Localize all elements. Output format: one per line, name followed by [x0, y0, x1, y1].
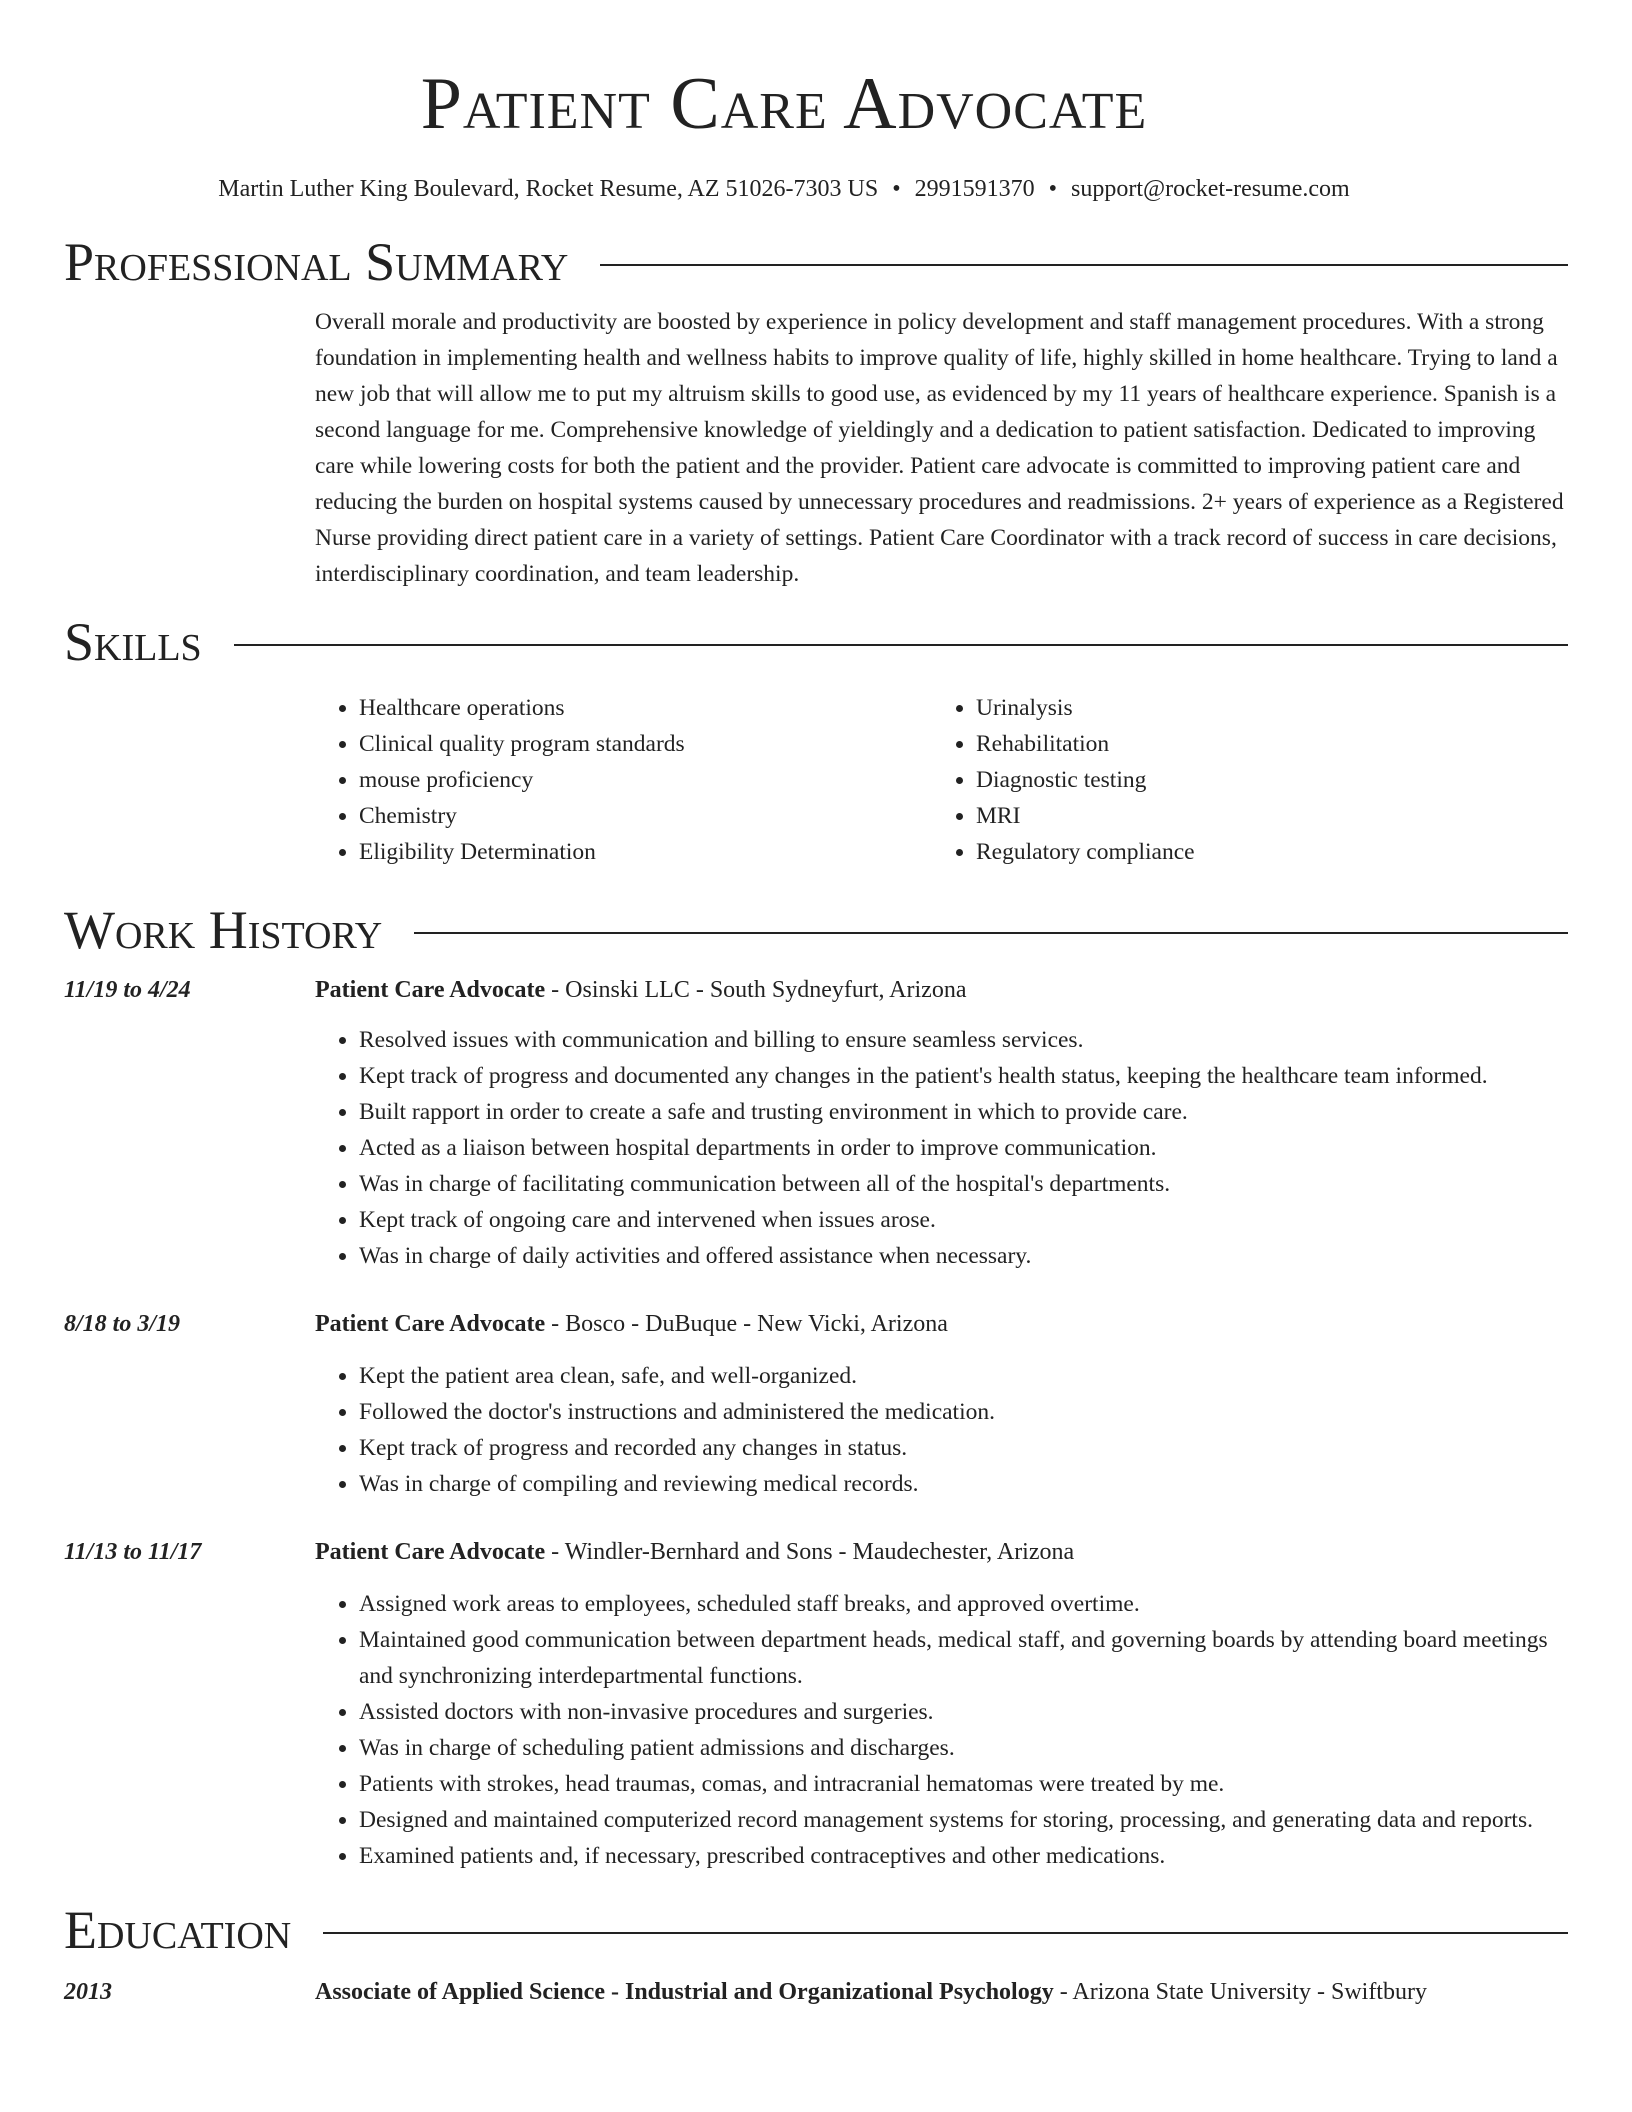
skill-item: • mouse proficiency [359, 762, 932, 798]
contact-line [0, 174, 1568, 204]
contact-separator: • [1048, 176, 1058, 202]
job-title-line [315, 1534, 1074, 1570]
section-title-summary: Professional Summary [64, 232, 569, 292]
job-bullet: • Kept the patient area clean, safe, and well-organized. [359, 1358, 1568, 1394]
job-bullet: • Patients with strokes, head traumas, comas, and intracranial hematomas were treated by me. [359, 1766, 1568, 1802]
summary-body [315, 304, 1568, 592]
skill-item: • Rehabilitation [976, 726, 1568, 762]
skill-item: • MRI [976, 798, 1568, 834]
job-bullet: • Was in charge of daily activities and offered assistance when necessary. [359, 1238, 1568, 1274]
education-degree: Associate of Applied Science - Industrial and Organizational Psychology [315, 1979, 1054, 2005]
job-bullet: • Resolved issues with communication and billing to ensure seamless services. [359, 1022, 1568, 1058]
section-divider [414, 932, 1568, 934]
section-title-skills: Skills [64, 612, 202, 672]
education-entry [64, 1974, 1568, 2010]
education-section [64, 1898, 1568, 2010]
contact-phone: 2991591370 [914, 176, 1035, 202]
job-bullet: • Was in charge of facilitating communication between all of the hospital's departments. [359, 1166, 1568, 1202]
job-bullet: • Kept track of progress and recorded any changes in status. [359, 1430, 1568, 1466]
skill-item: • Clinical quality program standards [359, 726, 932, 762]
summary-text: Overall morale and productivity are boosted by experience in policy development and staff management procedures. With a strong foundation in implementing health and wellness habits to improve quality of life, highly skilled in home healthcare. Trying to land a new job that will allow me to put my altruism skills to good use, as evidenced by my 11 years of healthcare experience. Spanish is a second language for me. Comprehensive knowledge of yieldingly and a dedication to patient satisfaction. Dedicated to improving care while lowering costs for both the patient and the provider. Patient care advocate is committed to improving patient care and reducing the burden on hospital systems caused by unnecessary procedures and readmissions. 2+ years of experience as a Registered Nurse providing direct patient care in a variety of settings. Patient Care Coordinator with a track record of success in care decisions, interdisciplinary coordination, and team leadership. [315, 309, 1564, 587]
job-bullet: • Maintained good communication between department heads, medical staff, and governing boards by attending board meetings and synchronizing interdepartmental functions. [359, 1622, 1568, 1694]
skills-list-right [932, 690, 1568, 870]
job-bullet: • Designed and maintained computerized record management systems for storing, processing, and generating data and reports. [359, 1802, 1568, 1838]
job-bullets [315, 1022, 1568, 1274]
job-details: - Windler-Bernhard and Sons - Maudechester, Arizona [545, 1539, 1075, 1565]
job-heading [64, 1534, 1568, 1570]
skill-item: • Regulatory compliance [976, 834, 1568, 870]
contact-address: Martin Luther King Boulevard, Rocket Resume, AZ 51026-7303 US [218, 176, 879, 202]
skill-item: • Chemistry [359, 798, 932, 834]
work-header [64, 898, 1568, 962]
job-dates: 8/18 to 3/19 [64, 1311, 181, 1337]
job-entry [64, 972, 1568, 1274]
job-bullet: • Kept track of ongoing care and intervened when issues arose. [359, 1202, 1568, 1238]
section-divider [323, 1932, 1568, 1934]
skills-section [64, 610, 1568, 870]
job-bullet: • Was in charge of scheduling patient admissions and discharges. [359, 1730, 1568, 1766]
job-heading [64, 1306, 1568, 1342]
education-details: - Arizona State University - Swiftbury [1053, 1979, 1427, 2005]
job-details: - Osinski LLC - South Sydneyfurt, Arizona [545, 977, 967, 1003]
skills-header [64, 610, 1568, 674]
job-title-line [315, 972, 966, 1008]
education-year: 2013 [64, 1979, 112, 2005]
job-bullet: • Kept track of progress and documented any changes in the patient's health status, keeping the healthcare team informed. [359, 1058, 1568, 1094]
job-bullet: • Acted as a liaison between hospital departments in order to improve communication. [359, 1130, 1568, 1166]
resume-page [64, 0, 1568, 2010]
job-details: - Bosco - DuBuque - New Vicki, Arizona [545, 1311, 948, 1337]
skill-item: • Healthcare operations [359, 690, 932, 726]
work-section [64, 898, 1568, 1874]
job-role: Patient Care Advocate [315, 1311, 546, 1337]
skill-item: • Urinalysis [976, 690, 1568, 726]
job-bullet: • Followed the doctor's instructions and administered the medication. [359, 1394, 1568, 1430]
job-bullet: • Examined patients and, if necessary, prescribed contraceptives and other medications. [359, 1838, 1568, 1874]
skill-item: • Diagnostic testing [976, 762, 1568, 798]
job-role: Patient Care Advocate [315, 977, 546, 1003]
skill-item: • Eligibility Determination [359, 834, 932, 870]
job-role: Patient Care Advocate [315, 1539, 546, 1565]
job-bullet: • Assigned work areas to employees, scheduled staff breaks, and approved overtime. [359, 1586, 1568, 1622]
job-title-line [315, 1306, 948, 1342]
candidate-name: Patient Care Advocate [420, 63, 1148, 145]
contact-separator: • [892, 176, 901, 202]
contact-email[interactable]: support@rocket-resume.com [1071, 176, 1350, 202]
summary-header [64, 230, 1568, 294]
job-dates: 11/19 to 4/24 [64, 977, 191, 1003]
job-bullets [315, 1358, 1568, 1502]
section-divider [234, 644, 1568, 646]
summary-section [64, 230, 1568, 592]
job-entry [64, 1534, 1568, 1874]
job-heading [64, 972, 1568, 1008]
section-divider [600, 264, 1568, 266]
job-dates: 11/13 to 11/17 [64, 1539, 202, 1565]
job-bullet: • Assisted doctors with non-invasive procedures and surgeries. [359, 1694, 1568, 1730]
education-heading [64, 1974, 1568, 2010]
education-header [64, 1898, 1568, 1962]
section-title-education: Education [64, 1900, 292, 1960]
skills-list-left [315, 690, 932, 870]
job-bullet: • Built rapport in order to create a safe and trusting environment in which to provide care. [359, 1094, 1568, 1130]
job-bullets [315, 1586, 1568, 1874]
education-title-line [315, 1974, 1427, 2010]
skills-grid [315, 690, 1568, 870]
job-entry [64, 1306, 1568, 1502]
section-title-work: Work History [64, 900, 383, 960]
job-bullet: • Was in charge of compiling and reviewing medical records. [359, 1466, 1568, 1502]
